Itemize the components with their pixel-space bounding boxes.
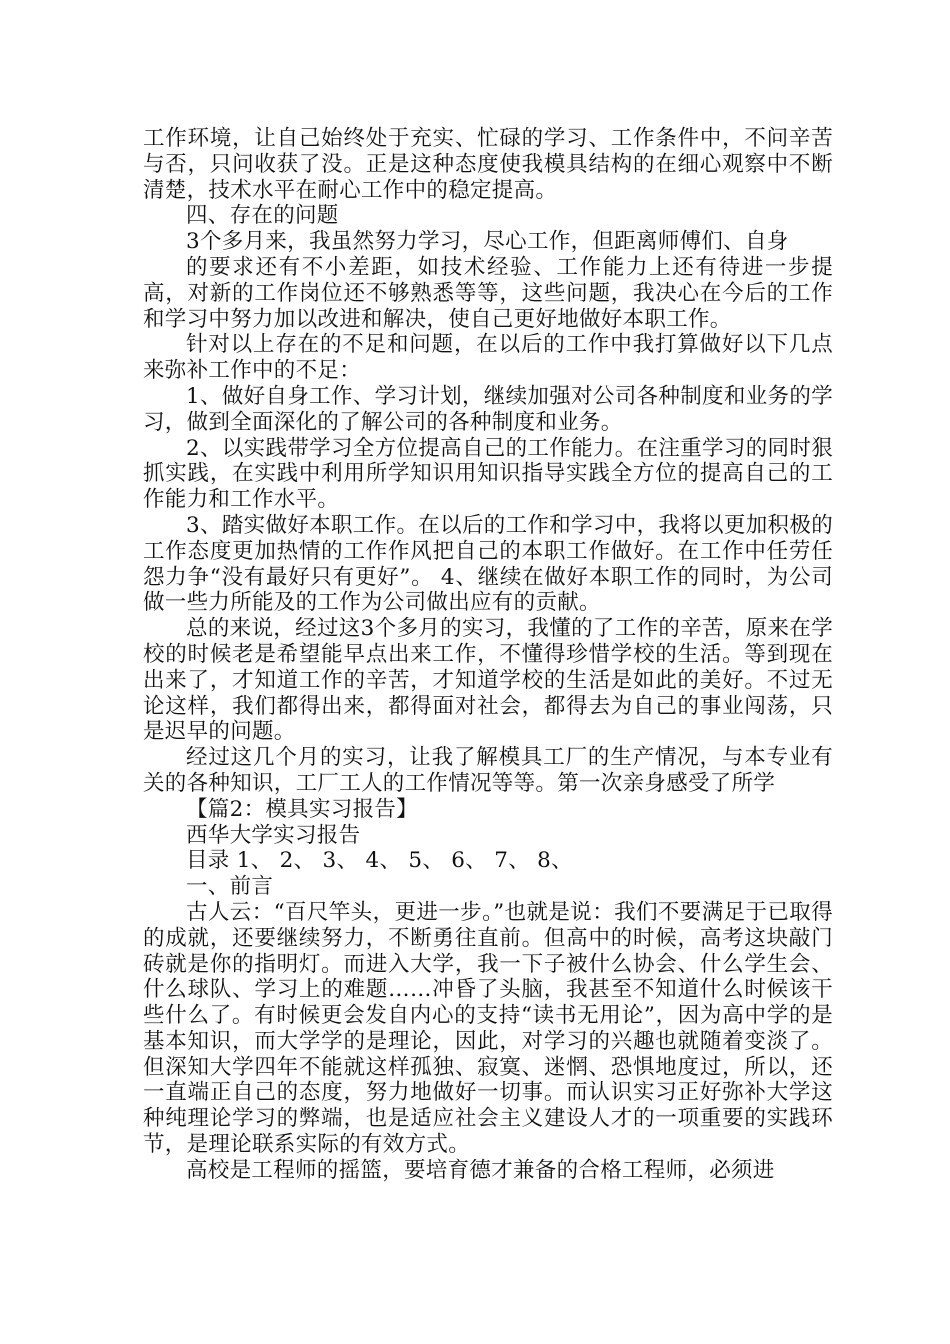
section-heading-problems: 四、存在的问题: [186, 203, 339, 229]
table-of-contents: 目录 1、 2、 3、 4、 5、 6、 7、 8、: [186, 848, 573, 874]
paragraph-5: 针对以上存在的不足和问题，在以后的工作中我打算做好以下几点来弥补工作中的不足：: [143, 332, 833, 384]
list-item-2: 2、以实践带学习全方位提高自己的工作能力。在注重学习的同时狠抓实践，在实践中利用所学知识用知识指导实践全方位的提高自己的工作能力和工作水平。: [143, 435, 833, 513]
paragraph-1: 工作环境，让自己始终处于充实、忙碌的学习、工作条件中，不问辛苦与否，只问收获了没。正是这种态度使我模具结构的在细心观察中不断清楚，技术水平在耐心工作中的稳定提高。: [143, 126, 833, 203]
paragraph-last: 高校是工程师的摇篮，要培育德才兼备的合格工程师，必须进: [186, 1157, 775, 1183]
report-title: 西华大学实习报告: [186, 822, 361, 848]
paragraph-4: 的要求还有不小差距，如技术经验、工作能力上还有待进一步提高，对新的工作岗位还不够熟悉等等，这些问题，我决心在今后的工作和学习中努力加以改进和解决，使自己更好地做好本职工作。: [143, 254, 833, 332]
paragraph-preface: 古人云：“百尺竿头，更进一步。”也就是说：我们不要满足于已取得的成就，还要继续努力，不断勇往直前。但高中的时候，高考这块敲门砖就是你的指明灯。而进入大学，我一下子被什么协会、什么学生会、什么球队、学习上的难题……冲昏了头脑，我甚至不知道什么时候该干些什么了。有时候更会发自内心的支持“读书无用论”，因为高中学的是基本知识，而大学学的是理论，因此，对学习的兴趣也就随着变淡了。但深知大学四年不能就这样孤独、寂寞、迷惘、恐惧地度过，所以，还一直端正自己的态度，努力地做好一切事。而认识实习正好弥补大学这种纯理论学习的弊端，也是适应社会主义建设人才的一项重要的实践环节，是理论联系实际的有效方式。: [143, 899, 833, 1158]
section-heading-preface: 一、前言: [186, 874, 274, 900]
article-2-title: 【篇2：模具实习报告】: [186, 796, 418, 822]
list-item-3: 3、踏实做好本职工作。在以后的工作和学习中，我将以更加积极的工作态度更加热情的工作作风把自己的本职工作做好。在工作中任劳任怨力争“没有最好只有更好”。 4、继续在做好本职工作的同时，为公司做一些力所能及的工作为公司做出应有的贡献。: [143, 512, 833, 616]
paragraph-10: 经过这几个月的实习，让我了解模具工厂的生产情况，与本专业有关的各种知识，工厂工人的工作情况等等。第一次亲身感受了所学: [143, 745, 833, 796]
paragraph-summary: 总的来说，经过这3个多月的实习，我懂的了工作的辛苦，原来在学校的时候老是希望能早点出来工作，不懂得珍惜学校的生活。等到现在出来了，才知道工作的辛苦，才知道学校的生活是如此的美好。不过无论这样，我们都得出来，都得面对社会，都得去为自己的事业闯荡，只是迟早的问题。: [143, 616, 833, 745]
list-item-1: 1、做好自身工作、学习计划，继续加强对公司各种制度和业务的学习，做到全面深化的了解公司的各种制度和业务。: [143, 383, 833, 435]
paragraph-3: 3个多月来，我虽然努力学习，尽心工作，但距离师傅们、自身: [186, 229, 789, 255]
document-body: [143, 126, 833, 1184]
